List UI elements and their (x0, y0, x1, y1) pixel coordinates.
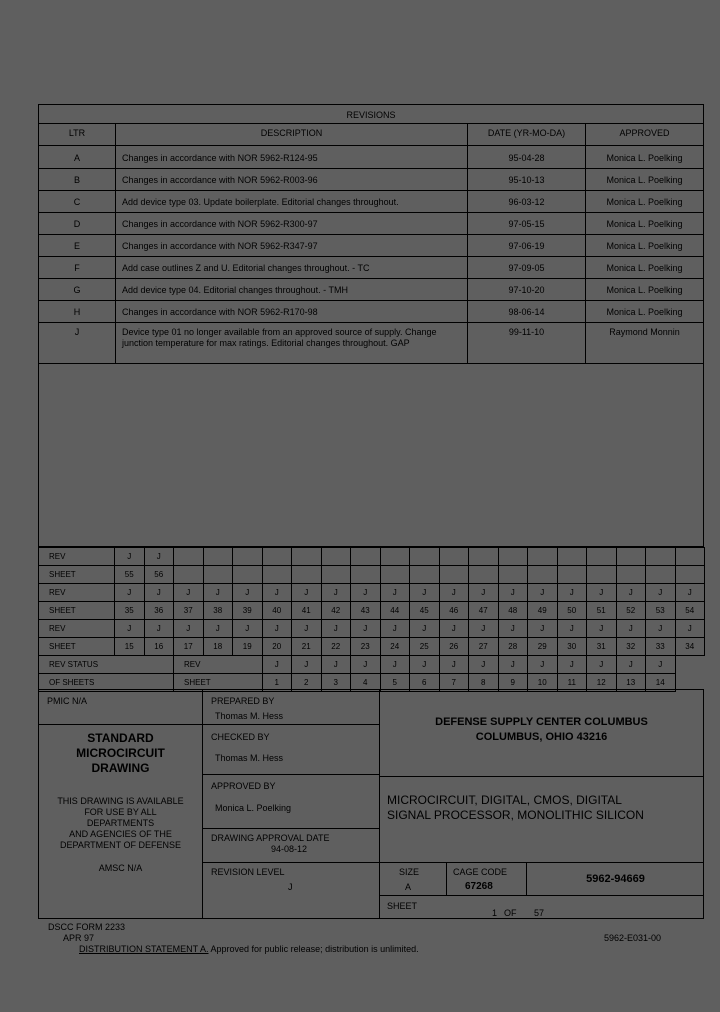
status-cell: J (410, 620, 440, 638)
status-cell: 18 (203, 638, 233, 656)
status-cell: J (321, 620, 351, 638)
revision-approved: Monica L. Poelking (606, 263, 683, 273)
status-cell: J (174, 584, 204, 602)
status-cell: 14 (646, 674, 676, 692)
status-cell (498, 566, 528, 584)
status-cell: J (528, 584, 558, 602)
revision-description: Add device type 03. Update boilerplate. Editorial changes throughout. (122, 197, 399, 207)
status-cell: J (469, 584, 499, 602)
revision-row (39, 234, 703, 257)
availability-note: THIS DRAWING IS AVAILABLE FOR USE BY ALL DEPARTMENTS AND AGENCIES OF THE DEPARTMENT OF DEFENSE (57, 796, 184, 850)
revision-date: 97-09-05 (508, 263, 545, 273)
status-cell: 24 (380, 638, 410, 656)
status-cell: 19 (233, 638, 263, 656)
agency-name: DEFENSE SUPPLY CENTER COLUMBUS COLUMBUS, OHIO 43216 (435, 716, 648, 743)
status-cell (380, 548, 410, 566)
status-cell: 22 (321, 638, 351, 656)
status-cell: J (262, 620, 292, 638)
status-cell: 21 (292, 638, 322, 656)
status-cell: J (144, 548, 174, 566)
status-cell: J (321, 584, 351, 602)
revision-row (39, 146, 703, 169)
status-cell: J (646, 620, 676, 638)
status-cell: J (557, 620, 587, 638)
revision-row (39, 212, 703, 235)
status-cell: 47 (469, 602, 499, 620)
status-cell: J (380, 656, 410, 674)
status-cell (646, 548, 676, 566)
status-cell: J (351, 584, 381, 602)
status-cell: J (262, 584, 292, 602)
status-cell: J (587, 620, 617, 638)
status-cell: J (646, 584, 676, 602)
revision-ltr: C (73, 197, 81, 207)
col-description: DESCRIPTION (260, 128, 323, 138)
status-cell: J (528, 656, 558, 674)
revision-ltr: B (73, 175, 80, 185)
status-cell: J (469, 620, 499, 638)
status-row-label: REV (39, 548, 115, 566)
status-cell: J (528, 620, 558, 638)
revision-approved: Monica L. Poelking (606, 153, 683, 163)
status-cell: 13 (616, 674, 646, 692)
status-cell: J (351, 620, 381, 638)
status-cell: 54 (675, 602, 705, 620)
status-cell (292, 566, 322, 584)
status-cell: 56 (144, 566, 174, 584)
rev-status-grid (38, 547, 705, 692)
revision-ltr: D (73, 219, 81, 229)
sheet-number: 1 (492, 908, 498, 918)
status-cell: 42 (321, 602, 351, 620)
status-cell: J (233, 620, 263, 638)
status-cell (351, 566, 381, 584)
status-cell: 40 (262, 602, 292, 620)
size-value: A (405, 882, 412, 892)
distribution-text: Approved for public release; distribution is unlimited. (208, 944, 419, 954)
distribution-label: DISTRIBUTION STATEMENT A. (79, 944, 209, 954)
status-cell: 41 (292, 602, 322, 620)
revision-description: Changes in accordance with NOR 5962-R124-95 (122, 153, 318, 163)
rev-status-label: REV STATUS (39, 656, 174, 674)
drawing-title: MICROCIRCUIT, DIGITAL, CMOS, DIGITAL SIGNAL PROCESSOR, MONOLITHIC SILICON (387, 793, 644, 822)
status-cell: J (233, 584, 263, 602)
revision-row (39, 256, 703, 279)
status-cell: 37 (174, 602, 204, 620)
status-cell (292, 548, 322, 566)
status-cell: 11 (557, 674, 587, 692)
status-cell: 52 (616, 602, 646, 620)
revision-level: J (288, 882, 293, 892)
status-cell (528, 566, 558, 584)
revision-approved: Monica L. Poelking (606, 307, 683, 317)
status-cell: J (675, 584, 705, 602)
size-label: SIZE (399, 867, 420, 877)
status-cell: 6 (410, 674, 440, 692)
col-ltr: LTR (68, 128, 86, 138)
status-cell: 23 (351, 638, 381, 656)
of-label: OF (504, 908, 517, 918)
status-row-label: SHEET (39, 602, 115, 620)
revision-row (39, 168, 703, 191)
status-cell (174, 566, 204, 584)
status-cell: 51 (587, 602, 617, 620)
status-cell: 30 (557, 638, 587, 656)
rev-status-label: OF SHEETS (39, 674, 174, 692)
revision-ltr: J (74, 327, 80, 337)
status-cell: J (439, 620, 469, 638)
col-date: DATE (YR-MO-DA) (487, 128, 566, 138)
status-cell: J (321, 656, 351, 674)
status-cell: J (587, 584, 617, 602)
standard-title: STANDARD MICROCIRCUIT DRAWING (76, 731, 165, 775)
status-cell (557, 566, 587, 584)
status-cell: 28 (498, 638, 528, 656)
checked-label: CHECKED BY (211, 732, 270, 742)
revision-ltr: A (73, 153, 80, 163)
status-cell (321, 548, 351, 566)
status-cell: J (498, 584, 528, 602)
status-cell: J (174, 620, 204, 638)
status-row-label: SHEET (39, 638, 115, 656)
revision-approved: Monica L. Poelking (606, 285, 683, 295)
status-cell: 9 (498, 674, 528, 692)
status-cell (528, 548, 558, 566)
status-cell: 31 (587, 638, 617, 656)
status-row-label: SHEET (39, 566, 115, 584)
revision-ltr: F (74, 263, 80, 273)
status-cell (557, 548, 587, 566)
status-cell: 15 (115, 638, 145, 656)
status-cell (410, 548, 440, 566)
prepared-by: Thomas M. Hess (215, 711, 284, 721)
revision-date: 99-11-10 (508, 327, 545, 337)
status-cell (587, 548, 617, 566)
status-cell (233, 548, 263, 566)
status-cell (203, 566, 233, 584)
status-cell: J (410, 584, 440, 602)
status-cell: 46 (439, 602, 469, 620)
status-cell: 34 (675, 638, 705, 656)
sheet-total: 57 (534, 908, 545, 918)
sheet-label: SHEET (387, 901, 418, 911)
revision-description: Device type 01 no longer available from an approved source of supply. Change junction temperature for max ratings. Editorial changes throughout. GAP (122, 327, 437, 348)
status-cell: J (115, 620, 145, 638)
status-cell (469, 566, 499, 584)
rev-status-sublabel: REV (174, 656, 263, 674)
status-cell (646, 566, 676, 584)
status-cell: J (557, 584, 587, 602)
status-cell: J (675, 620, 705, 638)
drawing-number: 5962-94669 (586, 873, 645, 885)
status-cell: 55 (115, 566, 145, 584)
status-cell (498, 548, 528, 566)
revision-date: 95-10-13 (508, 175, 545, 185)
approval-date-label: DRAWING APPROVAL DATE (211, 833, 330, 843)
status-cell: 8 (469, 674, 499, 692)
status-cell: 35 (115, 602, 145, 620)
status-cell: J (292, 620, 322, 638)
status-cell: 32 (616, 638, 646, 656)
revisions-block (38, 104, 704, 547)
revision-approved: Raymond Monnin (609, 327, 680, 337)
status-row-label: REV (39, 584, 115, 602)
status-cell: 12 (587, 674, 617, 692)
cage-value: 67268 (465, 881, 493, 892)
revision-description: Add device type 04. Editorial changes throughout. - TMH (122, 285, 348, 295)
status-cell: J (587, 656, 617, 674)
status-cell: 16 (144, 638, 174, 656)
status-cell: 17 (174, 638, 204, 656)
status-cell: 36 (144, 602, 174, 620)
revision-ltr: H (73, 307, 81, 317)
pmic-label: PMIC N/A (47, 696, 88, 706)
doc-code: 5962-E031-00 (604, 933, 662, 943)
status-cell (410, 566, 440, 584)
status-cell: J (380, 620, 410, 638)
status-cell (439, 566, 469, 584)
revision-date: 97-06-19 (508, 241, 545, 251)
revision-level-label: REVISION LEVEL (211, 867, 285, 877)
distribution-statement (79, 944, 419, 955)
status-cell (616, 548, 646, 566)
status-cell: 39 (233, 602, 263, 620)
status-cell: 38 (203, 602, 233, 620)
status-cell (233, 566, 263, 584)
revision-ltr: G (73, 285, 81, 295)
status-cell (675, 548, 705, 566)
status-cell: 25 (410, 638, 440, 656)
status-cell (439, 548, 469, 566)
revision-date: 97-10-20 (508, 285, 545, 295)
status-cell: 4 (351, 674, 381, 692)
status-cell: 45 (410, 602, 440, 620)
status-cell: J (616, 656, 646, 674)
prepared-label: PREPARED BY (211, 696, 275, 706)
status-cell (380, 566, 410, 584)
approval-date: 94-08-12 (271, 844, 308, 854)
revision-date: 97-05-15 (508, 219, 545, 229)
status-cell (675, 566, 705, 584)
status-cell: J (380, 584, 410, 602)
revision-date: 95-04-28 (508, 153, 545, 163)
status-cell: 29 (528, 638, 558, 656)
revision-description: Add case outlines Z and U. Editorial changes throughout. - TC (122, 263, 370, 273)
approved-by: Monica L. Poelking (215, 803, 292, 813)
status-cell: J (144, 620, 174, 638)
status-cell (262, 566, 292, 584)
status-cell: 7 (439, 674, 469, 692)
status-cell: 27 (469, 638, 499, 656)
status-cell: J (498, 620, 528, 638)
checked-by: Thomas M. Hess (215, 753, 284, 763)
status-cell: J (351, 656, 381, 674)
status-cell: 44 (380, 602, 410, 620)
status-cell: J (410, 656, 440, 674)
form-date: APR 97 (63, 933, 95, 943)
status-cell: J (292, 656, 322, 674)
amsc-label: AMSC N/A (98, 863, 143, 873)
rev-status-sublabel: SHEET (174, 674, 263, 692)
status-cell: J (439, 584, 469, 602)
status-cell: 49 (528, 602, 558, 620)
approved-label: APPROVED BY (211, 781, 276, 791)
status-cell (351, 548, 381, 566)
revisions-title: REVISIONS (346, 110, 396, 120)
status-cell (469, 548, 499, 566)
status-cell: J (469, 656, 499, 674)
status-cell: 33 (646, 638, 676, 656)
status-cell (174, 548, 204, 566)
status-cell: 5 (380, 674, 410, 692)
status-cell: 10 (528, 674, 558, 692)
title-block (38, 689, 704, 919)
status-cell: 53 (646, 602, 676, 620)
status-cell: 2 (292, 674, 322, 692)
revision-ltr: E (73, 241, 80, 251)
status-cell: 3 (321, 674, 351, 692)
status-cell: J (115, 548, 145, 566)
status-cell: J (115, 584, 145, 602)
revision-row (39, 322, 703, 364)
revision-approved: Monica L. Poelking (606, 219, 683, 229)
status-cell (321, 566, 351, 584)
status-cell (616, 566, 646, 584)
revision-description: Changes in accordance with NOR 5962-R003-96 (122, 175, 318, 185)
status-cell: J (292, 584, 322, 602)
revision-date: 98-06-14 (508, 307, 545, 317)
status-cell: 26 (439, 638, 469, 656)
revision-description: Changes in accordance with NOR 5962-R300-97 (122, 219, 318, 229)
revision-approved: Monica L. Poelking (606, 175, 683, 185)
form-number: DSCC FORM 2233 (48, 922, 126, 932)
revision-approved: Monica L. Poelking (606, 197, 683, 207)
status-cell: J (498, 656, 528, 674)
status-cell: J (616, 620, 646, 638)
status-cell (262, 548, 292, 566)
col-approved: APPROVED (619, 128, 670, 138)
status-cell: J (203, 584, 233, 602)
status-cell: J (262, 656, 292, 674)
status-cell: J (646, 656, 676, 674)
status-cell (587, 566, 617, 584)
status-cell: J (144, 584, 174, 602)
status-cell: 1 (262, 674, 292, 692)
status-row-label: REV (39, 620, 115, 638)
status-cell: 48 (498, 602, 528, 620)
revision-approved: Monica L. Poelking (606, 241, 683, 251)
status-cell: 43 (351, 602, 381, 620)
status-cell: J (557, 656, 587, 674)
status-cell (203, 548, 233, 566)
status-cell: J (203, 620, 233, 638)
revision-row (39, 190, 703, 213)
status-cell: J (439, 656, 469, 674)
status-cell: 20 (262, 638, 292, 656)
status-cell: J (616, 584, 646, 602)
revision-description: Changes in accordance with NOR 5962-R347-97 (122, 241, 318, 251)
revision-row (39, 278, 703, 301)
revision-row (39, 300, 703, 323)
revision-date: 96-03-12 (508, 197, 545, 207)
status-cell: 50 (557, 602, 587, 620)
cage-label: CAGE CODE (453, 867, 508, 877)
revision-description: Changes in accordance with NOR 5962-R170-98 (122, 307, 318, 317)
